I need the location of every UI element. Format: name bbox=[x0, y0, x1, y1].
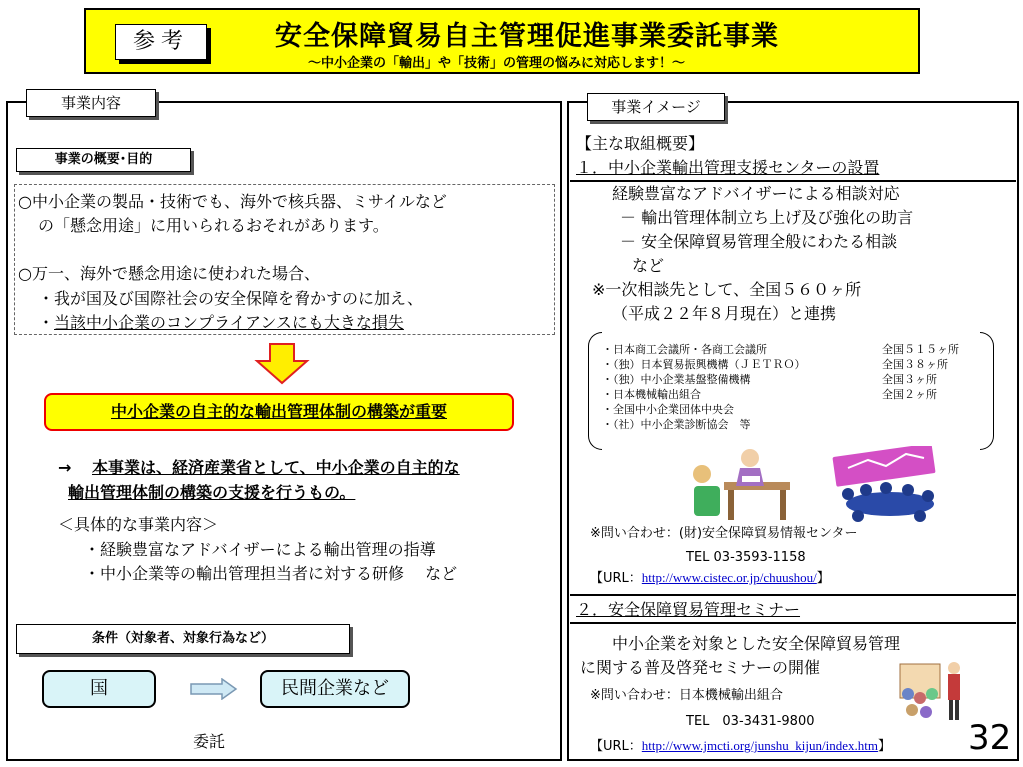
section1-line: － 安全保障貿易管理全般にわたる相談 bbox=[620, 232, 898, 251]
section2-line: に関する普及啓発セミナーの開催 bbox=[580, 658, 821, 677]
arrow-mark: → bbox=[58, 458, 72, 477]
org-name: ・日本機械輸出組合 bbox=[602, 388, 701, 401]
details-item: ・中小企業等の輸出管理担当者に対する研修 など bbox=[84, 564, 458, 583]
section2-title: ２．安全保障貿易管理セミナー bbox=[576, 600, 801, 619]
details-heading: ＜具体的な事業内容＞ bbox=[58, 515, 219, 534]
org-count: 全国３８ヶ所 bbox=[882, 358, 948, 371]
overview-line: ○中小企業の製品・技術でも、海外で核兵器、ミサイルなど bbox=[18, 192, 447, 211]
purpose-line: 本事業は、経済産業省として、中小企業の自主的な bbox=[92, 458, 460, 477]
overview-line: ○万一、海外で懸念用途に使われた場合、 bbox=[18, 264, 320, 283]
contact-2: ※問い合わせ：日本機械輸出組合 bbox=[590, 688, 783, 703]
details-item: ・経験豊富なアドバイザーによる輸出管理の指導 bbox=[84, 540, 436, 559]
entity-government: 国 bbox=[42, 670, 156, 708]
url-1-suffix: 】 bbox=[816, 571, 830, 586]
compliance-loss-text: 当該中小企業のコンプライアンスにも大きな損失 bbox=[54, 313, 404, 332]
page-number: 32 bbox=[968, 718, 1012, 758]
overview-line: の「懸念用途」に用いられるおそれがあります。 bbox=[38, 216, 389, 235]
org-name: ・（社）中小企業診断協会 等 bbox=[602, 418, 751, 431]
tel-2: TEL 03-3431-9800 bbox=[686, 714, 815, 729]
meeting-illustration bbox=[828, 446, 946, 526]
page-title: 安全保障貿易自主管理促進事業委託事業 bbox=[275, 21, 779, 52]
url-2-prefix: 【URL： bbox=[590, 739, 642, 754]
bullet: ・ bbox=[38, 313, 55, 332]
overview-label: 事業の概要･目的 bbox=[16, 148, 191, 172]
section1-line: ※一次相談先として、全国５６０ヶ所 bbox=[592, 280, 862, 299]
org-name: ・日本商工会議所・各商工会議所 bbox=[602, 343, 767, 356]
consultation-illustration bbox=[684, 446, 794, 522]
overview-line: ・我が国及び国際社会の安全保障を脅かすのに加え、 bbox=[38, 289, 423, 308]
section1-line: （平成２２年８月現在）と連携 bbox=[612, 304, 837, 323]
conditions-label: 条件（対象者、対象行為など） bbox=[16, 624, 350, 654]
divider bbox=[570, 622, 1016, 624]
org-count: 全国３ヶ所 bbox=[882, 373, 937, 386]
org-name: ・全国中小企業団体中央会 bbox=[602, 403, 734, 416]
main-heading: 【主な取組概要】 bbox=[576, 134, 705, 153]
org-count: 全国２ヶ所 bbox=[882, 388, 937, 401]
url-1-prefix: 【URL： bbox=[590, 571, 642, 586]
reference-tag: 参考 bbox=[115, 24, 207, 60]
org-name: ・（独）中小企業基盤整備機構 bbox=[602, 373, 751, 386]
bracket-right bbox=[980, 332, 994, 450]
bracket-left bbox=[588, 332, 602, 450]
url-1-line bbox=[590, 568, 830, 589]
url-1-link[interactable]: http://www.cistec.or.jp/chuushou/ bbox=[641, 570, 817, 585]
business-image-tab: 事業イメージ bbox=[587, 93, 725, 121]
page-subtitle: ～中小企業の「輸出」や「技術」の管理の悩みに対応します！～ bbox=[308, 56, 686, 71]
tel-1: TEL 03-3593-1158 bbox=[686, 550, 806, 565]
down-arrow-icon bbox=[254, 343, 310, 385]
business-content-tab: 事業内容 bbox=[26, 89, 156, 117]
contact-1: ※問い合わせ：(財)安全保障貿易情報センター bbox=[590, 526, 858, 541]
overview-line bbox=[38, 311, 404, 335]
org-name: ・（独）日本貿易振興機構（ＪＥＴＲＯ） bbox=[602, 358, 806, 371]
section1-line: など bbox=[632, 256, 665, 275]
section1-line: － 輸出管理体制立ち上げ及び強化の助言 bbox=[620, 208, 914, 227]
section2-line: 中小企業を対象とした安全保障貿易管理 bbox=[612, 634, 901, 653]
org-count: 全国５１５ヶ所 bbox=[882, 343, 959, 356]
relation-label: 委託 bbox=[193, 732, 226, 751]
divider bbox=[570, 594, 1016, 596]
url-2-suffix: 】 bbox=[877, 739, 891, 754]
right-arrow-icon bbox=[190, 678, 238, 700]
section1-title: １．中小企業輸出管理支援センターの設置 bbox=[576, 158, 880, 177]
url-2-link[interactable]: http://www.jmcti.org/junshu_kijun/index.htm bbox=[641, 738, 878, 753]
seminar-illustration bbox=[896, 654, 968, 726]
key-message: 中小企業の自主的な輸出管理体制の構築が重要 bbox=[44, 393, 514, 431]
section1-line: 経験豊富なアドバイザーによる相談対応 bbox=[612, 184, 900, 203]
entity-private-companies: 民間企業など bbox=[260, 670, 410, 708]
purpose-line: 輸出管理体制の構築の支援を行うもの。 bbox=[68, 483, 356, 502]
url-2-line bbox=[590, 736, 891, 757]
